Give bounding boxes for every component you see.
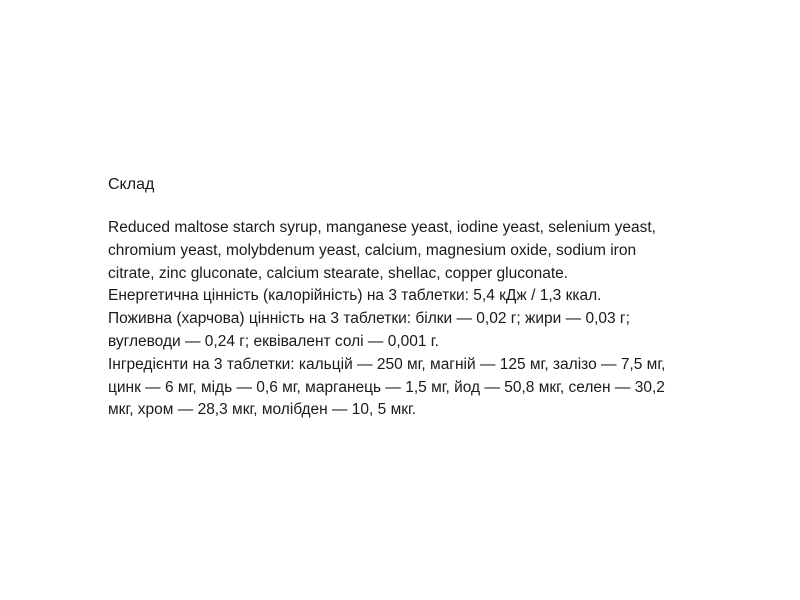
text-line: вуглеводи — 0,24 г; еквівалент солі — 0,001 г. [108,332,439,350]
text-line: chromium yeast, molybdenum yeast, calcium, magnesium oxide, sodium iron [108,241,637,259]
text-line: Інгредієнти на 3 таблетки: кальцій — 250 мг, магній — 125 мг, залізо — 7,5 мг, [108,355,666,373]
text-line: citrate, zinc gluconate, calcium stearate, shellac, copper gluconate. [108,264,569,282]
section-title: Склад [108,176,155,193]
text-line: Енергетична цінність (калорійність) на 3 таблетки: 5,4 кДж / 1,3 ккал. [108,287,602,305]
text-line: мкг, хром — 28,3 мкг, молібден — 10, 5 мкг. [108,401,417,419]
composition-section [108,173,718,422]
text-line: Поживна (харчова) цінність на 3 таблетки: білки — 0,02 г; жири — 0,03 г; [108,310,630,328]
text-line: цинк — 6 мг, мідь — 0,6 мг, марганець — 1,5 мг, йод — 50,8 мкг, селен — 30,2 [108,378,665,396]
composition-text [108,217,718,422]
text-line: Reduced maltose starch syrup, manganese yeast, iodine yeast, selenium yeast, [108,219,656,236]
